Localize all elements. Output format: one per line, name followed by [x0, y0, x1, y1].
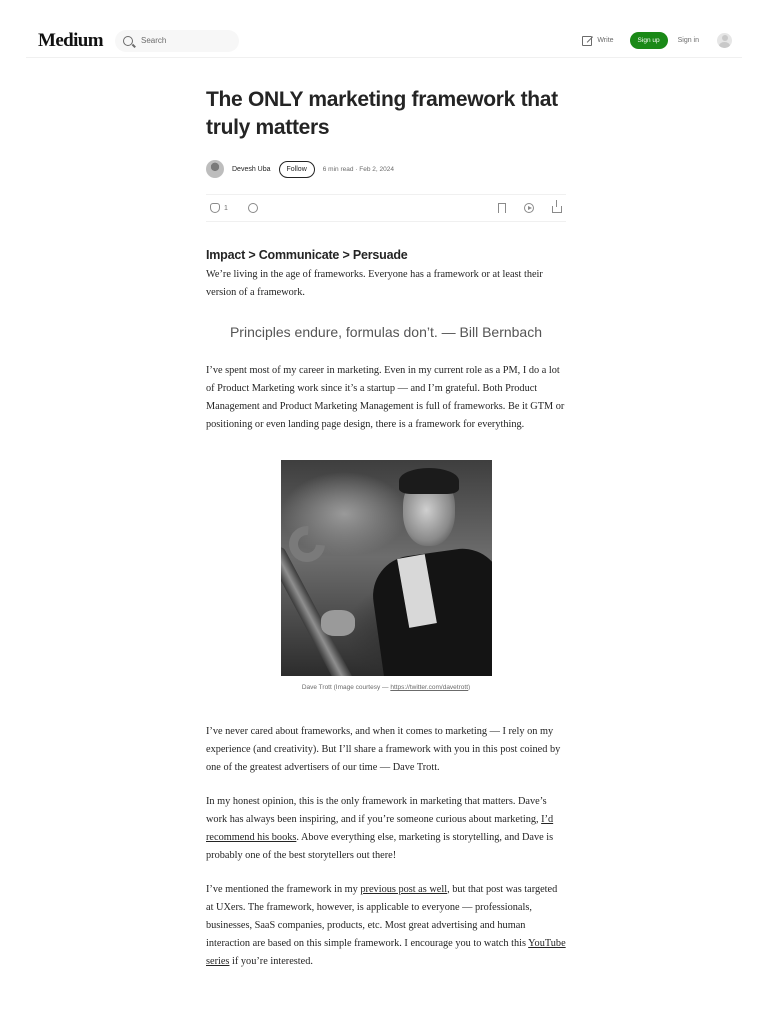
- action-bar-right: [498, 203, 562, 213]
- author-name[interactable]: Devesh Uba: [232, 165, 271, 173]
- action-bar: [206, 194, 566, 222]
- search-icon: [123, 36, 133, 46]
- write-label: Write: [597, 37, 614, 44]
- meta-separator: ·: [353, 165, 360, 173]
- write-icon: [582, 36, 592, 46]
- article-title: The ONLY marketing framework that truly matters: [206, 88, 558, 139]
- paragraph-mention: [206, 881, 566, 971]
- paragraph-frameworks: I’ve never cared about frameworks, and when it comes to marketing — I rely on my experience (and creativity). But I’ll share a framework with you in this post coined by one of the greatest advertisers of our time — Dave Trott.: [206, 726, 561, 773]
- medium-logo[interactable]: Medium: [38, 29, 104, 51]
- sign-in-link[interactable]: Sign in: [677, 37, 699, 44]
- search-box[interactable]: [115, 30, 239, 52]
- clap-count: 1: [224, 204, 228, 212]
- image-caption: [302, 684, 470, 691]
- publish-date: Feb 2, 2024: [359, 165, 394, 173]
- play-icon[interactable]: [524, 203, 534, 213]
- user-avatar-icon[interactable]: [717, 33, 732, 48]
- previous-post-link[interactable]: previous post as well: [360, 884, 448, 895]
- author-avatar[interactable]: [206, 160, 224, 178]
- pull-quote: Principles endure, formulas don’t. — Bill Bernbach: [229, 324, 543, 340]
- share-icon[interactable]: [552, 206, 562, 213]
- caption-end: ): [468, 684, 471, 691]
- dave-trott-photo: [281, 460, 492, 676]
- intro-paragraph: We’re living in the age of frameworks. Everyone has a framework or at least their version of a framework.: [206, 269, 543, 298]
- read-time: 6 min read: [322, 165, 354, 173]
- comment-icon[interactable]: [248, 203, 258, 213]
- books-link[interactable]: I’d recommend his books: [206, 814, 554, 843]
- para3-text-a: In my honest opinion, this is the only framework in marketing that matters. Dave’s work has always been inspiring, and if you’re someone curious about marketing,: [206, 796, 547, 825]
- follow-button[interactable]: Follow: [279, 161, 315, 178]
- hair: [399, 468, 459, 494]
- caption-link[interactable]: https://twitter.com/davetrott: [390, 684, 468, 691]
- article: [206, 86, 566, 971]
- write-button[interactable]: [582, 36, 613, 46]
- section-heading: Impact > Communicate > Persuade: [206, 248, 408, 262]
- bookmark-icon[interactable]: [498, 203, 506, 213]
- para4-text-c: if you’re interested.: [229, 956, 313, 967]
- youtube-series-link[interactable]: YouTube series: [206, 938, 566, 967]
- clap-icon[interactable]: [210, 203, 220, 213]
- hand: [321, 610, 355, 636]
- paragraph-opinion: [206, 793, 566, 865]
- byline: [206, 158, 566, 180]
- para4-text-a: I’ve mentioned the framework in my: [206, 884, 361, 895]
- caption-text: Dave Trott (Image courtesy —: [301, 684, 391, 691]
- top-navigation-bar: [26, 24, 742, 58]
- sign-up-button[interactable]: Sign up: [630, 32, 668, 49]
- para4-text-b: , but that post was targeted at UXers. The framework, however, is applicable to everyone — professionals, businesses, SaaS companies, products, etc. Most great advertising and human interaction are based on this simple framework. I encourage you to watch this: [206, 884, 558, 949]
- paragraph-career: I’ve spent most of my career in marketing. Even in my current role as a PM, I do a lot of Product Marketing work since it’s a startup — and I’m grateful. Both Product Management and Product Marketing Management is full of frameworks. Be it GTM or positioning or even landing page design, there is a framework for everything.: [206, 365, 565, 430]
- para3-text-b: . Above everything else, marketing is storytelling, and Dave is probably one of the best storytellers out there!: [206, 832, 554, 861]
- search-input[interactable]: Search: [141, 36, 167, 45]
- figure: [206, 460, 566, 691]
